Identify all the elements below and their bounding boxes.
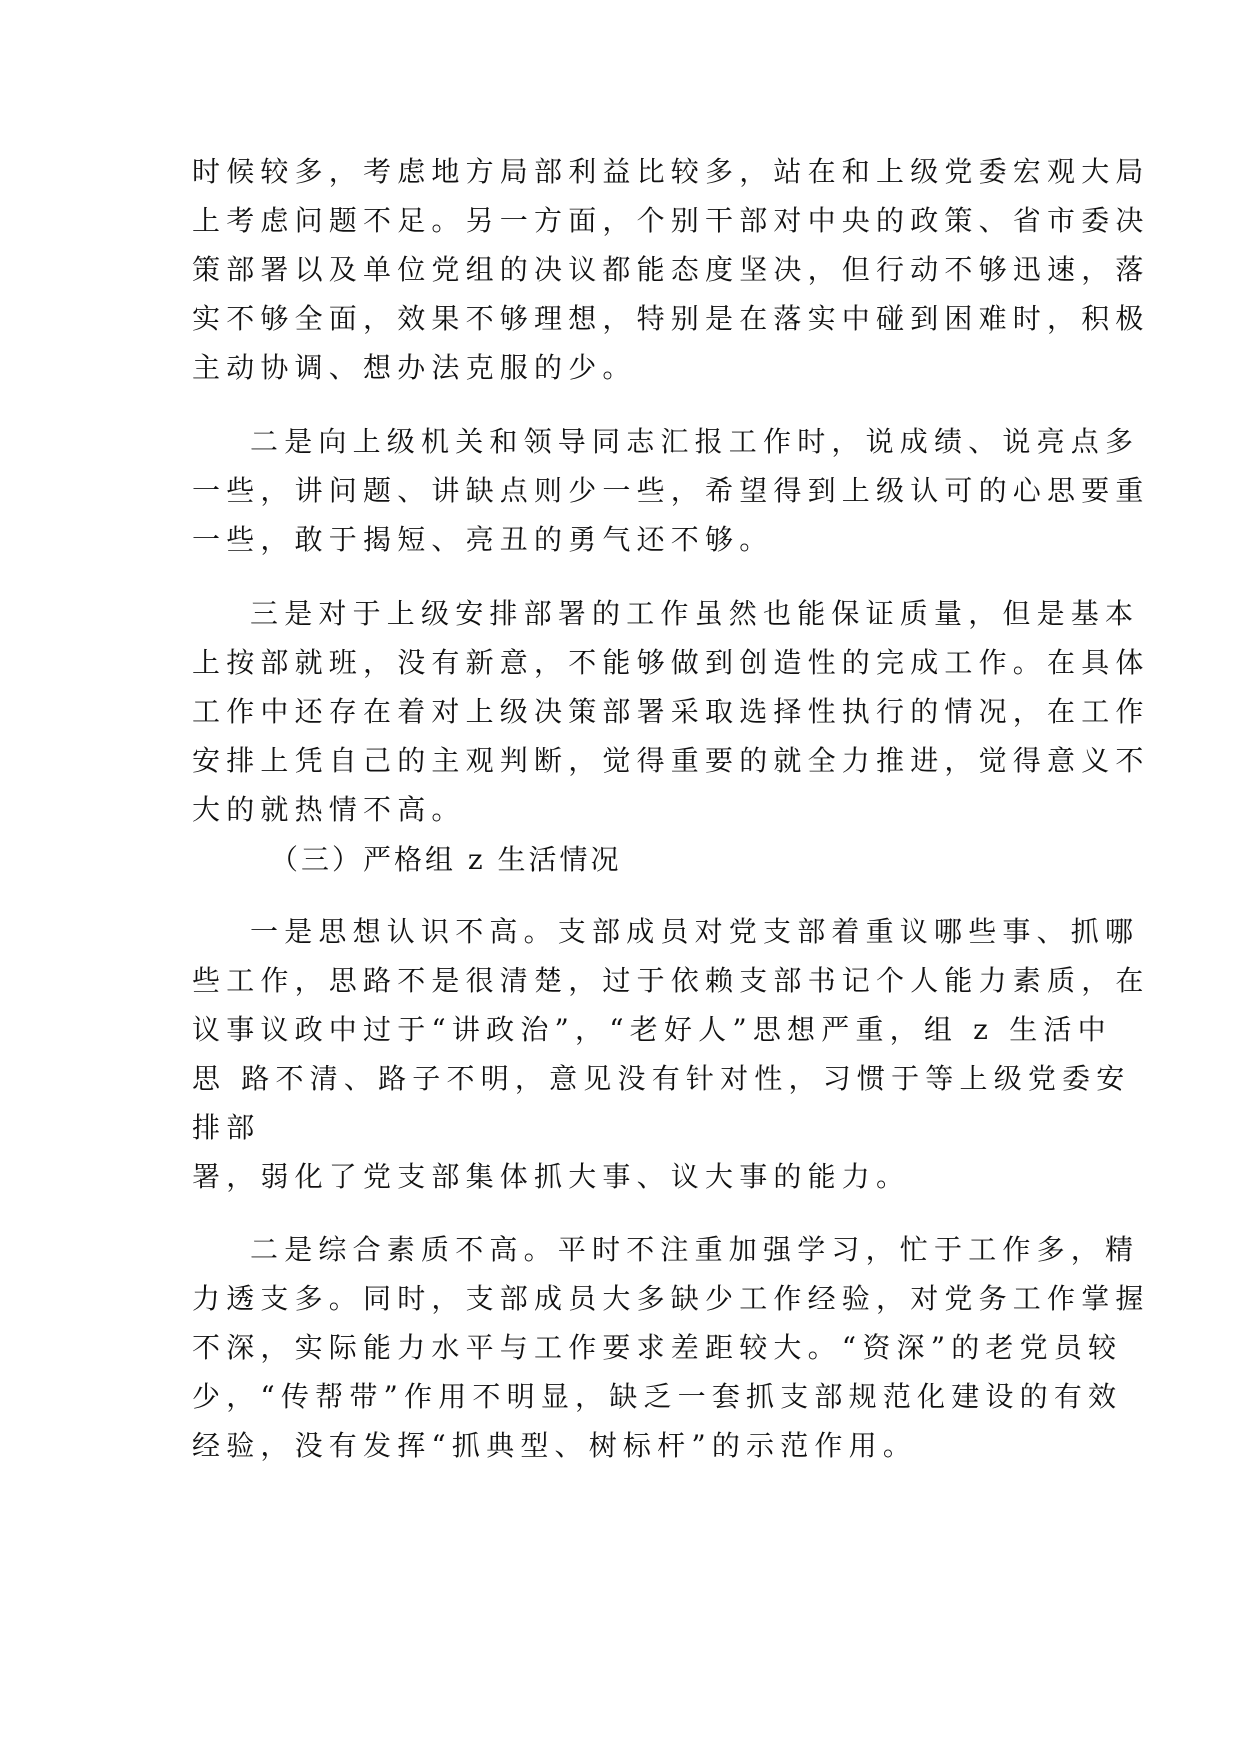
paragraph-line: 议事议政中过于“讲政治”，“老好人”思想严重，组 z 生活中	[192, 1013, 1112, 1046]
paragraph-line: 二是向上级机关和领导同志汇报工作时，说成绩、说亮点多	[250, 425, 1140, 458]
paragraph-line: 些工作，思路不是很清楚，过于依赖支部书记个人能力素质，在	[192, 964, 1150, 997]
paragraph-line: 二是综合素质不高。平时不注重加强学习，忙于工作多，精	[250, 1233, 1140, 1266]
paragraph-line: 上按部就班，没有新意，不能够做到创造性的完成工作。在具体	[192, 646, 1150, 679]
paragraph-line: 经验，没有发挥“抓典型、树标杆”的示范作用。	[192, 1429, 918, 1462]
paragraph-line: 不深，实际能力水平与工作要求差距较大。“资深”的老党员较	[192, 1331, 1123, 1364]
paragraph-line: 一是思想认识不高。支部成员对党支部着重议哪些事、抓哪	[250, 915, 1140, 948]
paragraph-line: 少，“传帮带”作用不明显，缺乏一套抓支部规范化建设的有效	[192, 1380, 1123, 1413]
paragraph-line: 上考虑问题不足。另一方面，个别干部对中央的政策、省市委决	[192, 204, 1150, 237]
paragraph-line: 一些，讲问题、讲缺点则少一些，希望得到上级认可的心思要重	[192, 474, 1150, 507]
paragraph-line: 大的就热情不高。	[192, 793, 466, 826]
paragraph-line: 策部署以及单位党组的决议都能态度坚决，但行动不够迅速，落	[192, 253, 1150, 286]
paragraph-line: 工作中还存在着对上级决策部署采取选择性执行的情况，在工作	[192, 695, 1150, 728]
paragraph-line: 力透支多。同时，支部成员大多缺少工作经验，对党务工作掌握	[192, 1282, 1150, 1315]
paragraph-line: 实不够全面，效果不够理想，特别是在落实中碰到困难时，积极	[192, 302, 1150, 335]
paragraph-line: 时候较多，考虑地方局部利益比较多，站在和上级党委宏观大局	[192, 155, 1150, 188]
paragraph-line: 思 路不清、路子不明，意见没有针对性，习惯于等上级党委安	[192, 1062, 1131, 1095]
paragraph-line: 三是对于上级安排部署的工作虽然也能保证质量，但是基本	[250, 597, 1140, 630]
section-heading: （三）严格组 z 生活情况	[270, 843, 622, 876]
paragraph-line: 一些，敢于揭短、亮丑的勇气还不够。	[192, 523, 774, 556]
paragraph-line: 署，弱化了党支部集体抓大事、议大事的能力。	[192, 1160, 911, 1193]
paragraph-line: 主动协调、想办法克服的少。	[192, 351, 637, 384]
paragraph-line: 排部	[192, 1111, 261, 1144]
paragraph-line: 安排上凭自己的主观判断，觉得重要的就全力推进，觉得意义不	[192, 744, 1150, 777]
